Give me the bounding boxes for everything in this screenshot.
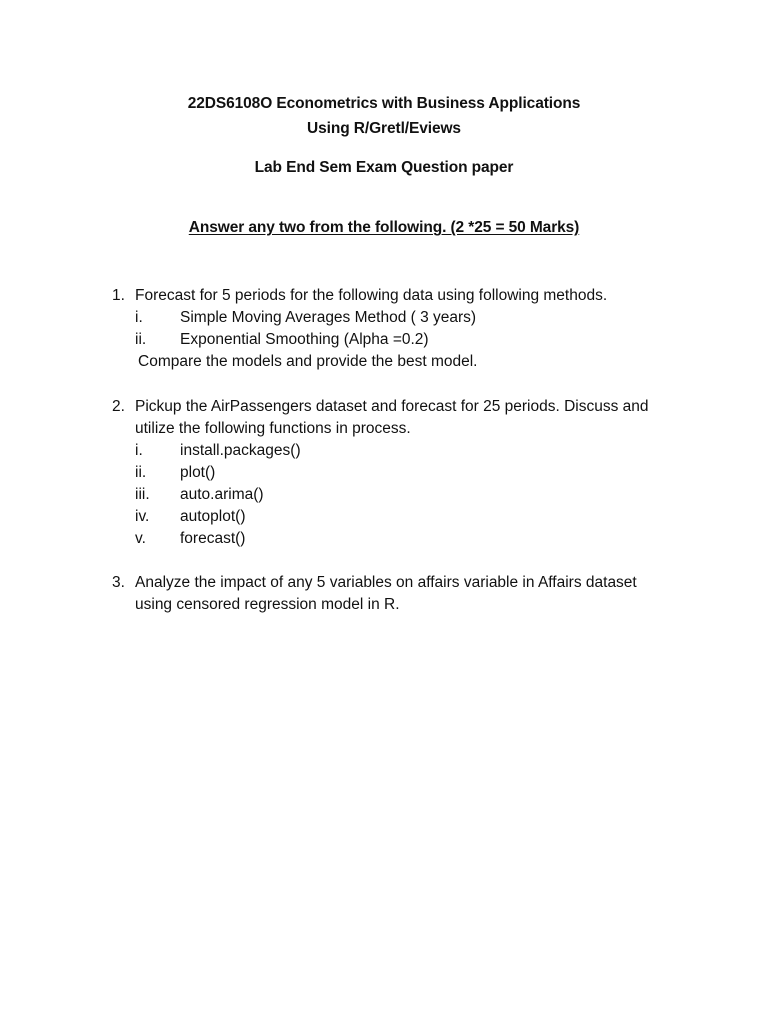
question-3: [112, 572, 672, 616]
question-text-line-1: Pickup the AirPassengers dataset and forecast for 25 periods. Discuss and: [135, 398, 649, 415]
question-1: [112, 285, 672, 373]
exam-instruction: Answer any two from the following. (2 *25 = 50 Marks): [188, 219, 580, 236]
list-item: [112, 506, 672, 528]
exam-subtitle: Lab End Sem Exam Question paper: [254, 159, 514, 176]
list-item-text: autoplot(): [180, 508, 246, 525]
roman-numeral: v.: [135, 530, 146, 547]
list-item-text: Exponential Smoothing (Alpha =0.2): [180, 331, 429, 348]
list-item: [112, 528, 672, 550]
question-2: [112, 396, 672, 550]
list-item-text: forecast(): [180, 530, 246, 547]
list-item-text: plot(): [180, 464, 216, 481]
question-followup: Compare the models and provide the best model.: [138, 353, 478, 370]
roman-numeral: ii.: [135, 464, 147, 481]
course-title-tools: Using R/Gretl/Eviews: [307, 120, 461, 137]
question-number: 2.: [112, 398, 125, 415]
list-item: [112, 440, 672, 462]
list-item: [112, 329, 672, 351]
list-item: [112, 484, 672, 506]
list-item-text: Simple Moving Averages Method ( 3 years): [180, 309, 477, 326]
list-item-text: auto.arima(): [180, 486, 264, 503]
roman-numeral: iv.: [135, 508, 150, 525]
roman-numeral: ii.: [135, 331, 147, 348]
question-number: 3.: [112, 574, 125, 591]
course-title: 22DS6108O Econometrics with Business Applications: [187, 95, 581, 112]
roman-numeral: iii.: [135, 486, 150, 503]
roman-numeral: i.: [135, 442, 143, 459]
question-number: 1.: [112, 287, 125, 304]
list-item: [112, 462, 672, 484]
list-item-text: install.packages(): [180, 442, 301, 459]
question-text-line-1: Analyze the impact of any 5 variables on affairs variable in Affairs dataset: [135, 574, 637, 591]
question-text-line-2: using censored regression model in R.: [135, 596, 400, 613]
list-item: [112, 307, 672, 329]
question-text-line-2: utilize the following functions in process.: [135, 420, 411, 437]
question-text: Forecast for 5 periods for the following data using following methods.: [135, 287, 608, 304]
roman-numeral: i.: [135, 309, 143, 326]
